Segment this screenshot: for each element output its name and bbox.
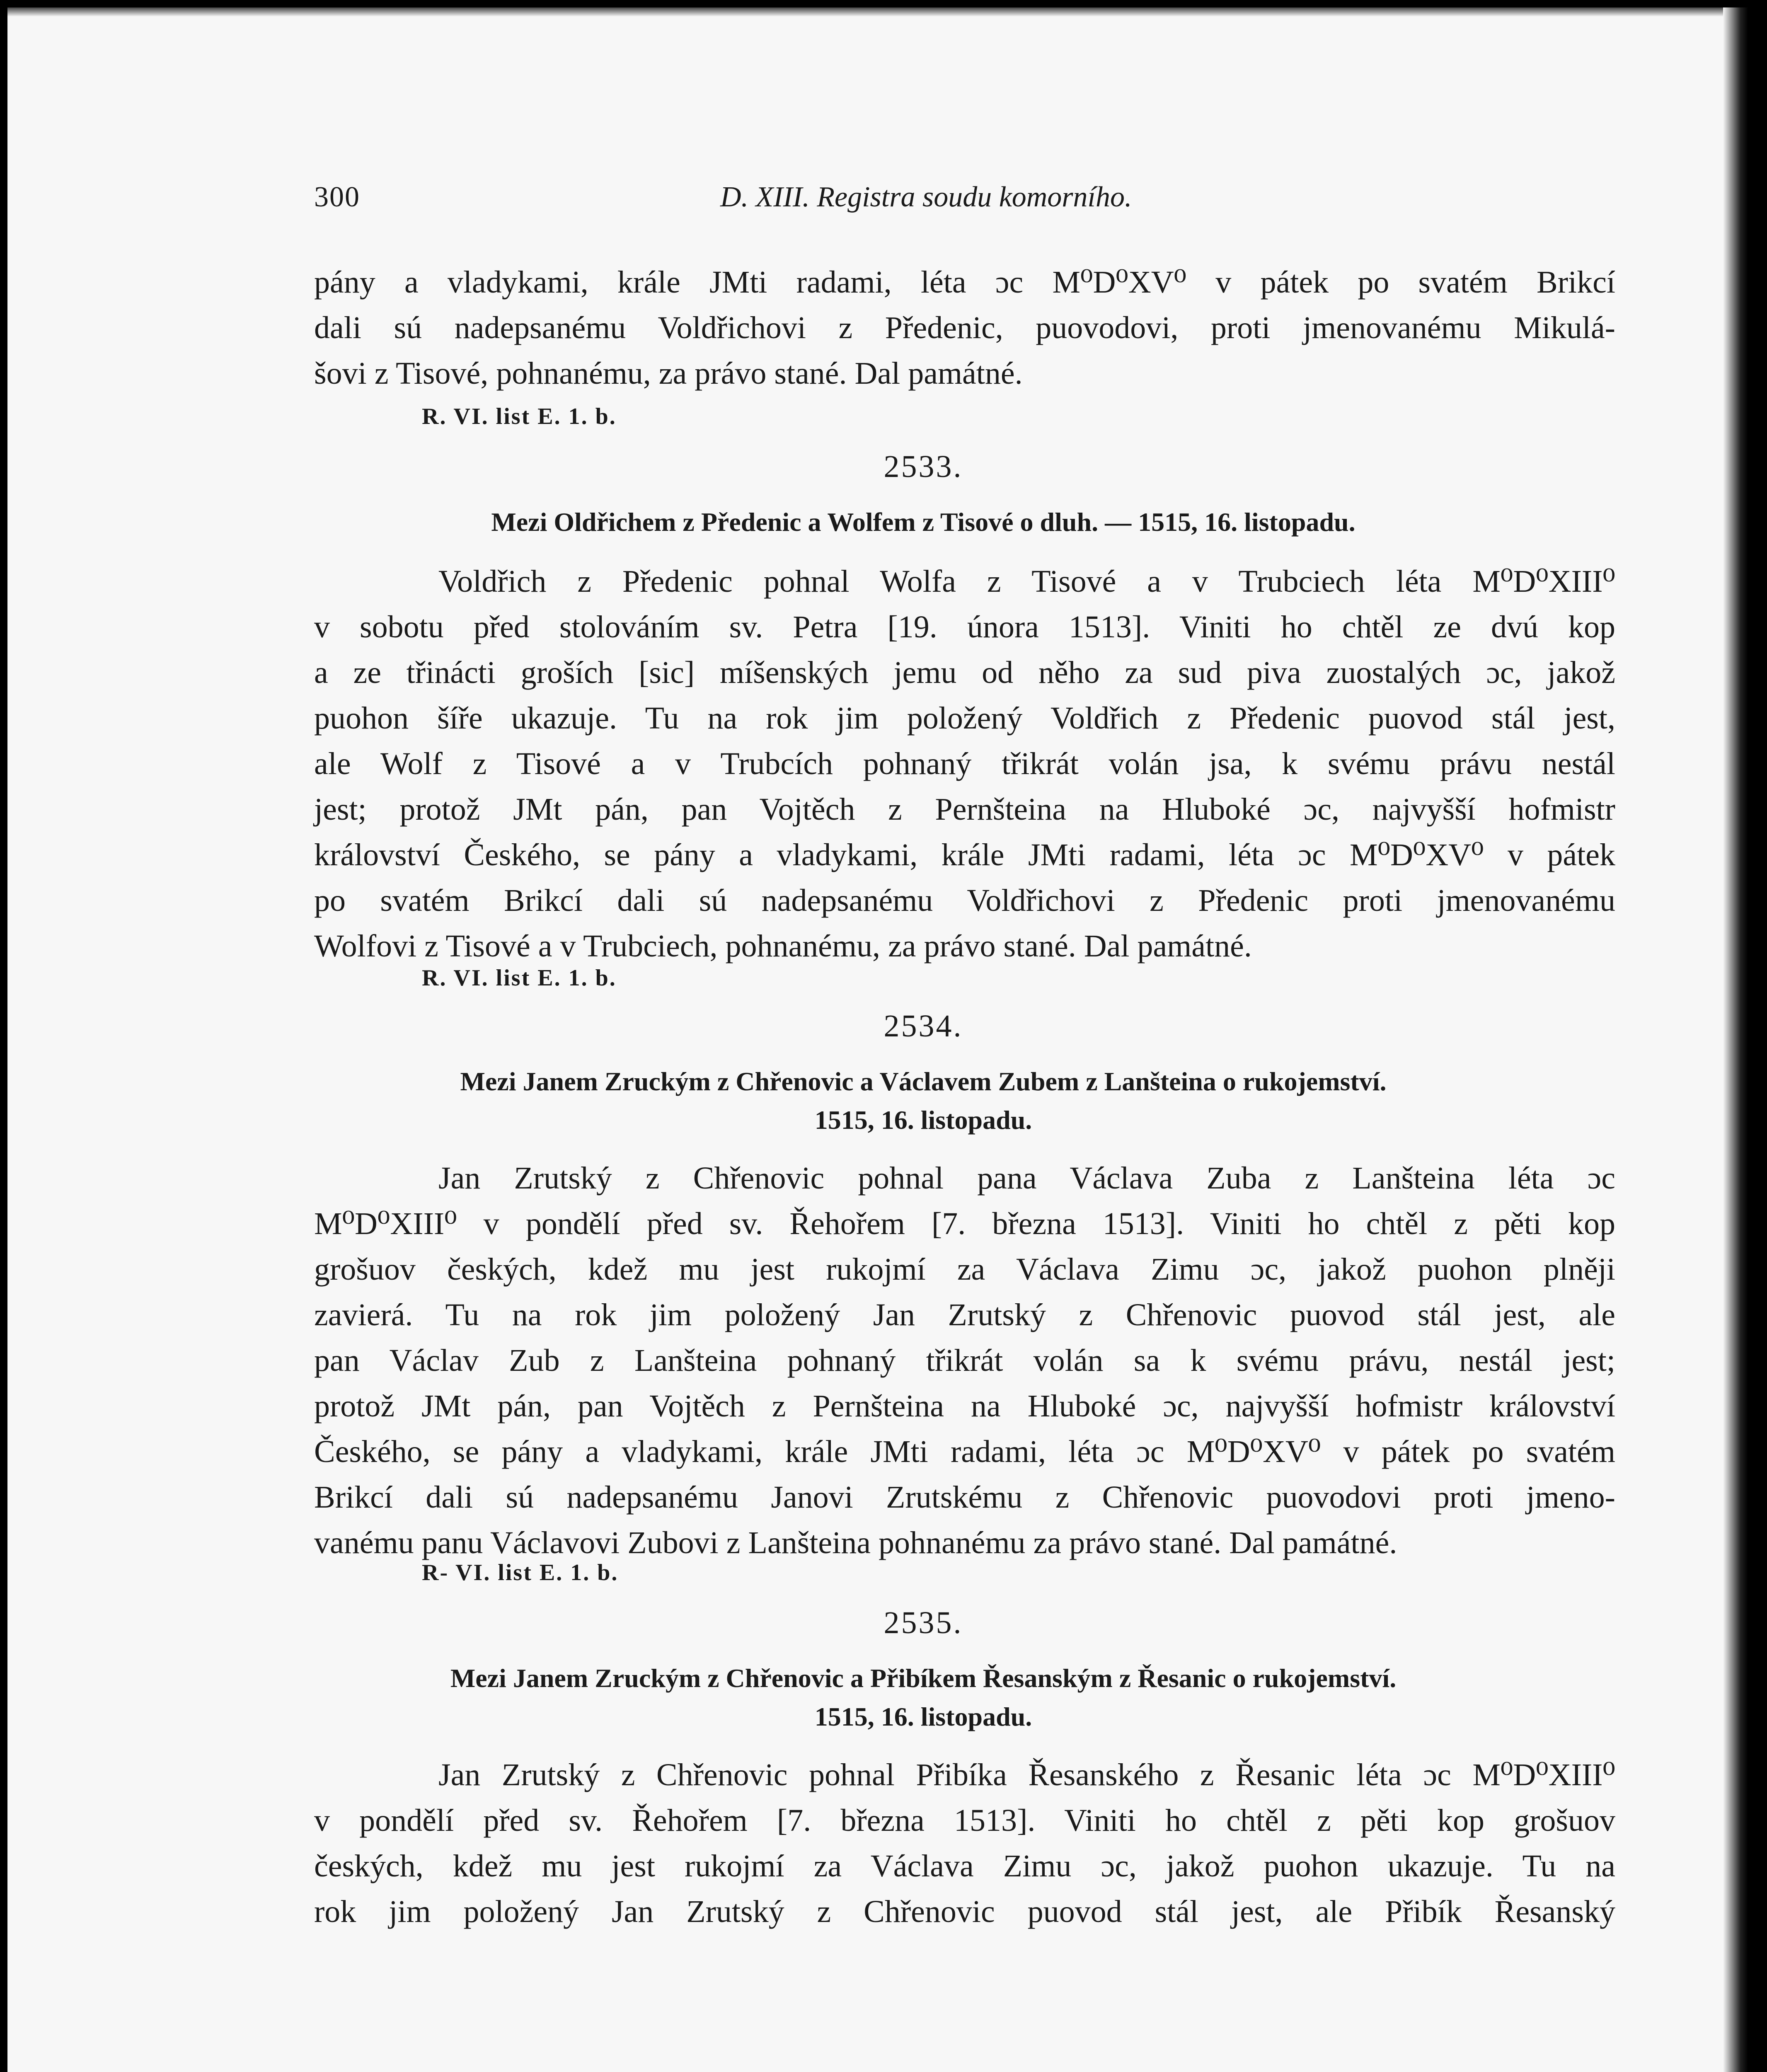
text-line: vanému panu Václavovi Zubovi z Lanšteina pohnanému za právo stané. Dal památné. <box>314 1525 1397 1560</box>
text-line: protož JMt pán, pan Vojtěch z Pernšteina na Hluboké ɔc, najvyšší hofmistr království <box>314 1389 1615 1423</box>
entry-number: 2535. <box>884 1605 963 1640</box>
running-title: D. XIII. Registra soudu komorního. <box>720 181 1132 213</box>
text-line: šovi z Tisové, pohnanému, za právo stané. Dal památné. <box>314 356 1023 391</box>
entry-number: 2533. <box>884 449 963 484</box>
source-reference: R. VI. list E. 1. b. <box>422 965 617 991</box>
entry-date: 1515, 16. listopadu. <box>814 1702 1032 1731</box>
text-line: pan Václav Zub z Lanšteina pohnaný třikrát volán sa k svému právu, nestál jest; <box>314 1343 1615 1378</box>
text-line: Voldřich z Předenic pohnal Wolfa z Tisové a v Trubciech léta M⁰D⁰XIII⁰ <box>438 564 1615 599</box>
text-line: v pondělí před sv. Řehořem [7. března 1513]. Viniti ho chtěl z pěti kop grošuov <box>314 1803 1615 1838</box>
book-page <box>7 7 1748 2072</box>
text-line: v sobotu před stolováním sv. Petra [19. února 1513]. Viniti ho chtěl ze dvú kop <box>314 610 1615 644</box>
text-line: M⁰D⁰XIII⁰ v pondělí před sv. Řehořem [7. března 1513]. Viniti ho chtěl z pěti kop <box>314 1206 1615 1241</box>
text-line: Jan Zrutský z Chřenovic pohnal Přibíka Řesanského z Řesanic léta ɔc M⁰D⁰XIII⁰ <box>438 1757 1615 1792</box>
entry-date: 1515, 16. listopadu. <box>814 1105 1032 1135</box>
text-line: a ze třinácti groších [sic] míšenských jemu od něho za sud piva zuostalých ɔc, jakož <box>314 655 1615 690</box>
entry-title: Mezi Janem Zruckým z Chřenovic a Václavem Zubem z Lanšteina o rukojemství. <box>460 1067 1387 1096</box>
source-reference: R- VI. list E. 1. b. <box>422 1560 619 1585</box>
text-line: zavierá. Tu na rok jim položený Jan Zrutský z Chřenovic puovod stál jest, ale <box>314 1297 1615 1332</box>
text-line: ale Wolf z Tisové a v Trubcích pohnaný třikrát volán jsa, k svému právu nestál <box>314 746 1615 781</box>
text-line: království Českého, se pány a vladykami, krále JMti radami, léta ɔc M⁰D⁰XV⁰ v pátek <box>314 838 1615 872</box>
text-line: rok jim položený Jan Zrutský z Chřenovic puovod stál jest, ale Přibík Řesanský <box>314 1894 1615 1929</box>
text-line: Českého, se pány a vladykami, krále JMti radami, léta ɔc M⁰D⁰XV⁰ v pátek po svatém <box>314 1434 1615 1469</box>
text-line: českých, kdež mu jest rukojmí za Václava Zimu ɔc, jakož puohon ukazuje. Tu na <box>314 1849 1615 1883</box>
text-line: dali sú nadepsanému Voldřichovi z Předenic, puovodovi, proti jmenovanému Mikulá- <box>314 310 1615 345</box>
entry-number: 2534. <box>884 1009 963 1043</box>
text-line: Wolfovi z Tisové a v Trubciech, pohnanému, za právo stané. Dal památné. <box>314 929 1252 963</box>
entry-title: Mezi Janem Zruckým z Chřenovic a Přibíkem Řesanským z Řesanic o rukojemství. <box>450 1663 1397 1693</box>
page-header <box>314 181 1271 226</box>
text-line: grošuov českých, kdež mu jest rukojmí za Václava Zimu ɔc, jakož puohon plněji <box>314 1252 1615 1287</box>
entry-title: Mezi Oldřichem z Předenic a Wolfem z Tisové o dluh. — 1515, 16. listopadu. <box>491 507 1356 537</box>
source-reference: R. VI. list E. 1. b. <box>422 404 617 429</box>
page-number: 300 <box>314 181 360 213</box>
text-line: Brikcí dali sú nadepsanému Janovi Zrutskému z Chřenovic puovodovi proti jmeno- <box>314 1480 1615 1515</box>
text-line: pány a vladykami, krále JMti radami, léta ɔc M⁰D⁰XV⁰ v pátek po svatém Brikcí <box>314 265 1615 300</box>
text-line: po svatém Brikcí dali sú nadepsanému Voldřichovi z Předenic proti jmenovanému <box>314 883 1615 918</box>
text-line: jest; protož JMt pán, pan Vojtěch z Pernšteina na Hluboké ɔc, najvyšší hofmistr <box>314 792 1615 827</box>
text-line: puohon šíře ukazuje. Tu na rok jim položený Voldřich z Předenic puovod stál jest, <box>314 701 1615 736</box>
page-top-edge <box>7 7 1748 17</box>
text-line: Jan Zrutský z Chřenovic pohnal pana Václava Zuba z Lanšteina léta ɔc <box>438 1161 1615 1196</box>
